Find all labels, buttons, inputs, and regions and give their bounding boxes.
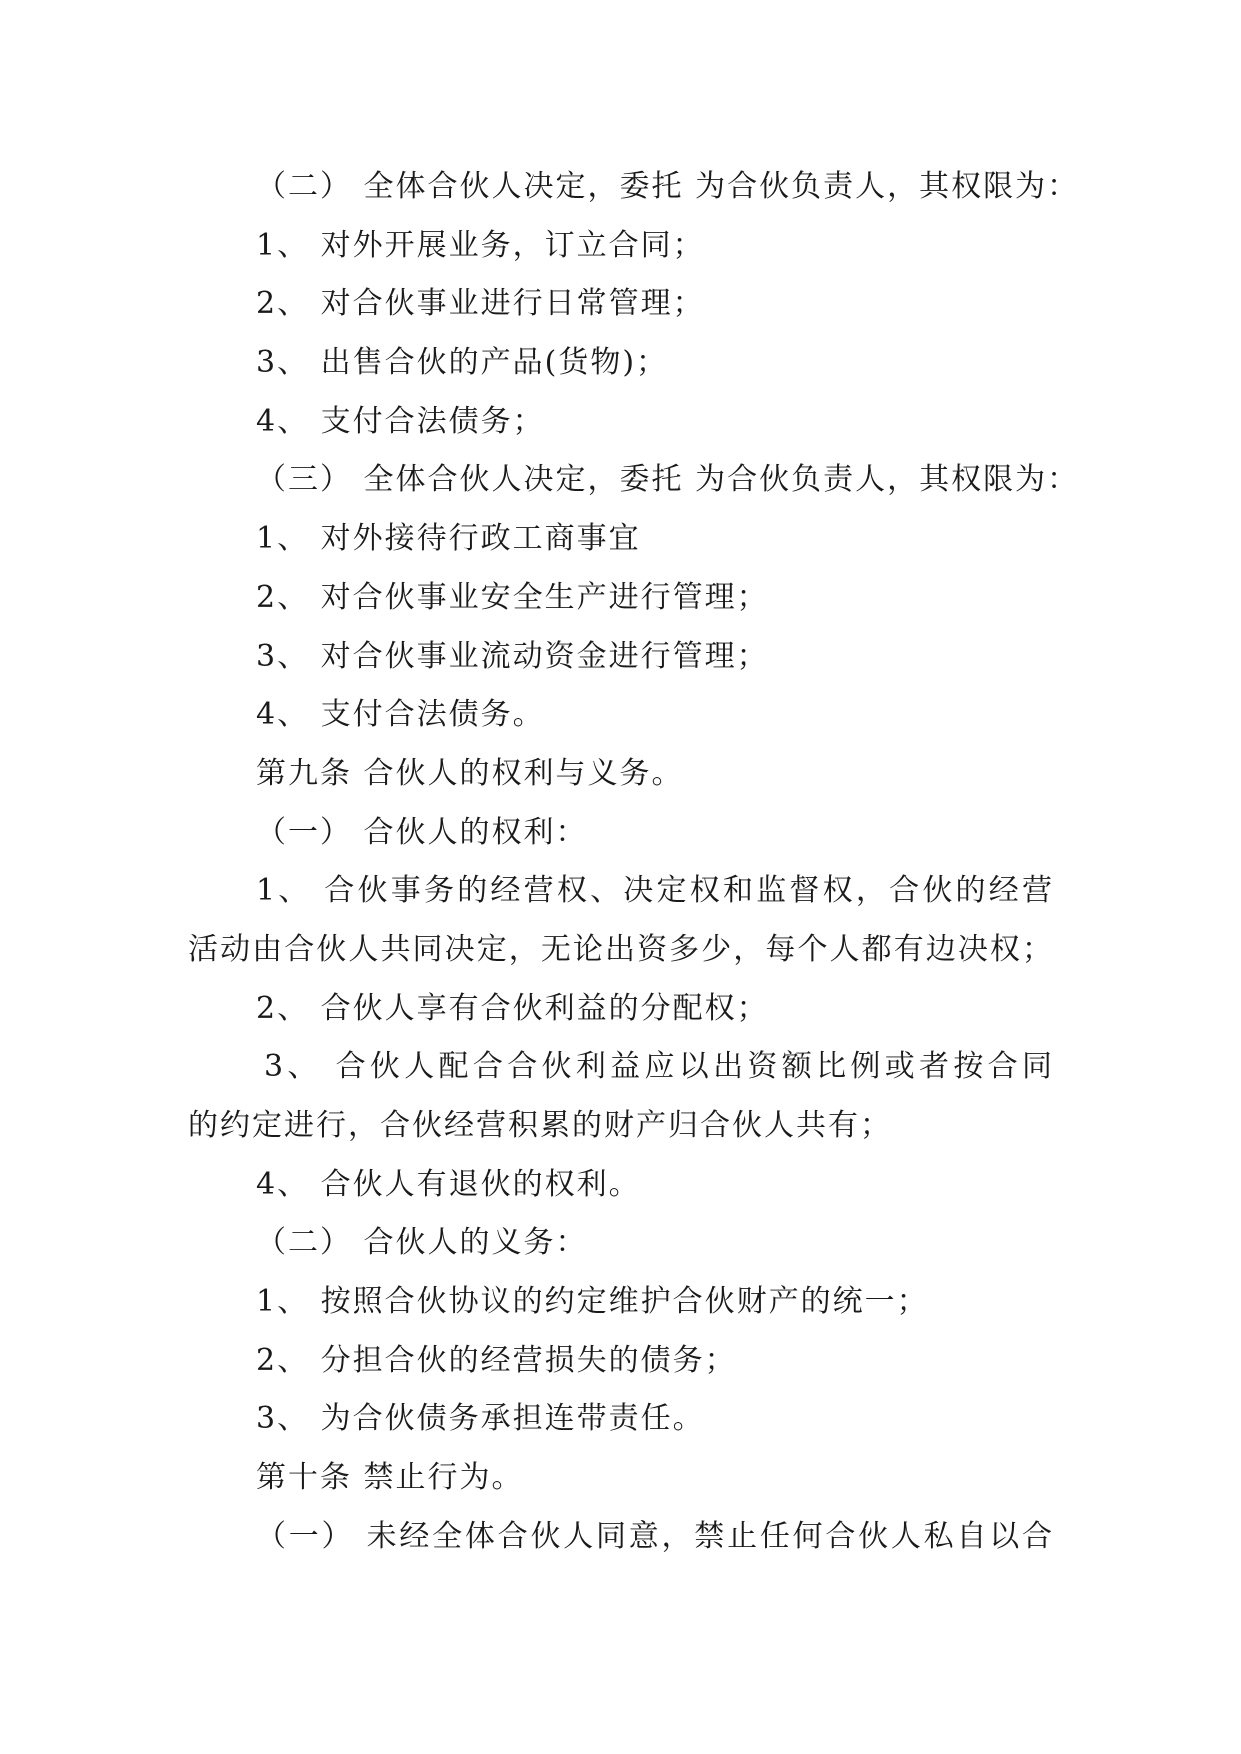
duties-item-1: 1、 按照合伙协议的约定维护合伙财产的统一； xyxy=(256,1284,929,1320)
rights-heading: （一） 合伙人的权利： xyxy=(256,814,588,850)
rights-item-1-line-2: 活动由合伙人共同决定，无论出资多少，每个人都有边决权； xyxy=(188,931,1054,967)
duties-item-2: 2、 分担合伙的经营损失的债务； xyxy=(256,1342,737,1378)
prohibition-1-line-1: （一） 未经全体合伙人同意，禁止任何合伙人私自以合 xyxy=(256,1518,1054,1554)
clause-2-item-3: 3、 出售合伙的产品(货物)； xyxy=(256,345,669,381)
duties-heading: （二） 合伙人的义务： xyxy=(256,1225,588,1261)
clause-3-item-4: 4、 支付合法债务。 xyxy=(256,697,545,733)
rights-item-3-line-1: 3、 合伙人配合合伙利益应以出资额比例或者按合同 xyxy=(264,1049,1054,1085)
rights-item-4: 4、 合伙人有退伙的权利。 xyxy=(256,1166,641,1202)
rights-item-1-line-1: 1、 合伙事务的经营权、决定权和监督权，合伙的经营 xyxy=(256,873,1054,909)
clause-3-item-3: 3、 对合伙事业流动资金进行管理； xyxy=(256,638,769,674)
duties-item-3: 3、 为合伙债务承担连带责任。 xyxy=(256,1401,705,1437)
clause-2-item-4: 4、 支付合法债务； xyxy=(256,403,545,439)
clause-2-item-2: 2、 对合伙事业进行日常管理； xyxy=(256,286,705,322)
clause-2-item-1: 1、 对外开展业务，订立合同； xyxy=(256,227,705,263)
article-9-title: 第九条 合伙人的权利与义务。 xyxy=(256,755,684,791)
rights-item-3-line-2: 的约定进行，合伙经营积累的财产归合伙人共有； xyxy=(188,1108,892,1143)
clause-3-item-1: 1、 对外接待行政工商事宜 xyxy=(256,521,641,557)
clause-3-heading: （三） 全体合伙人决定，委托 为合伙负责人，其权限为： xyxy=(256,462,1080,498)
clause-3-item-2: 2、 对合伙事业安全生产进行管理； xyxy=(256,579,769,615)
article-10-title: 第十条 禁止行为。 xyxy=(256,1460,524,1496)
clause-2-heading: （二） 全体合伙人决定，委托 为合伙负责人，其权限为： xyxy=(256,169,1080,204)
rights-item-2: 2、 合伙人享有合伙利益的分配权； xyxy=(256,990,769,1026)
document-body xyxy=(188,158,1080,1567)
